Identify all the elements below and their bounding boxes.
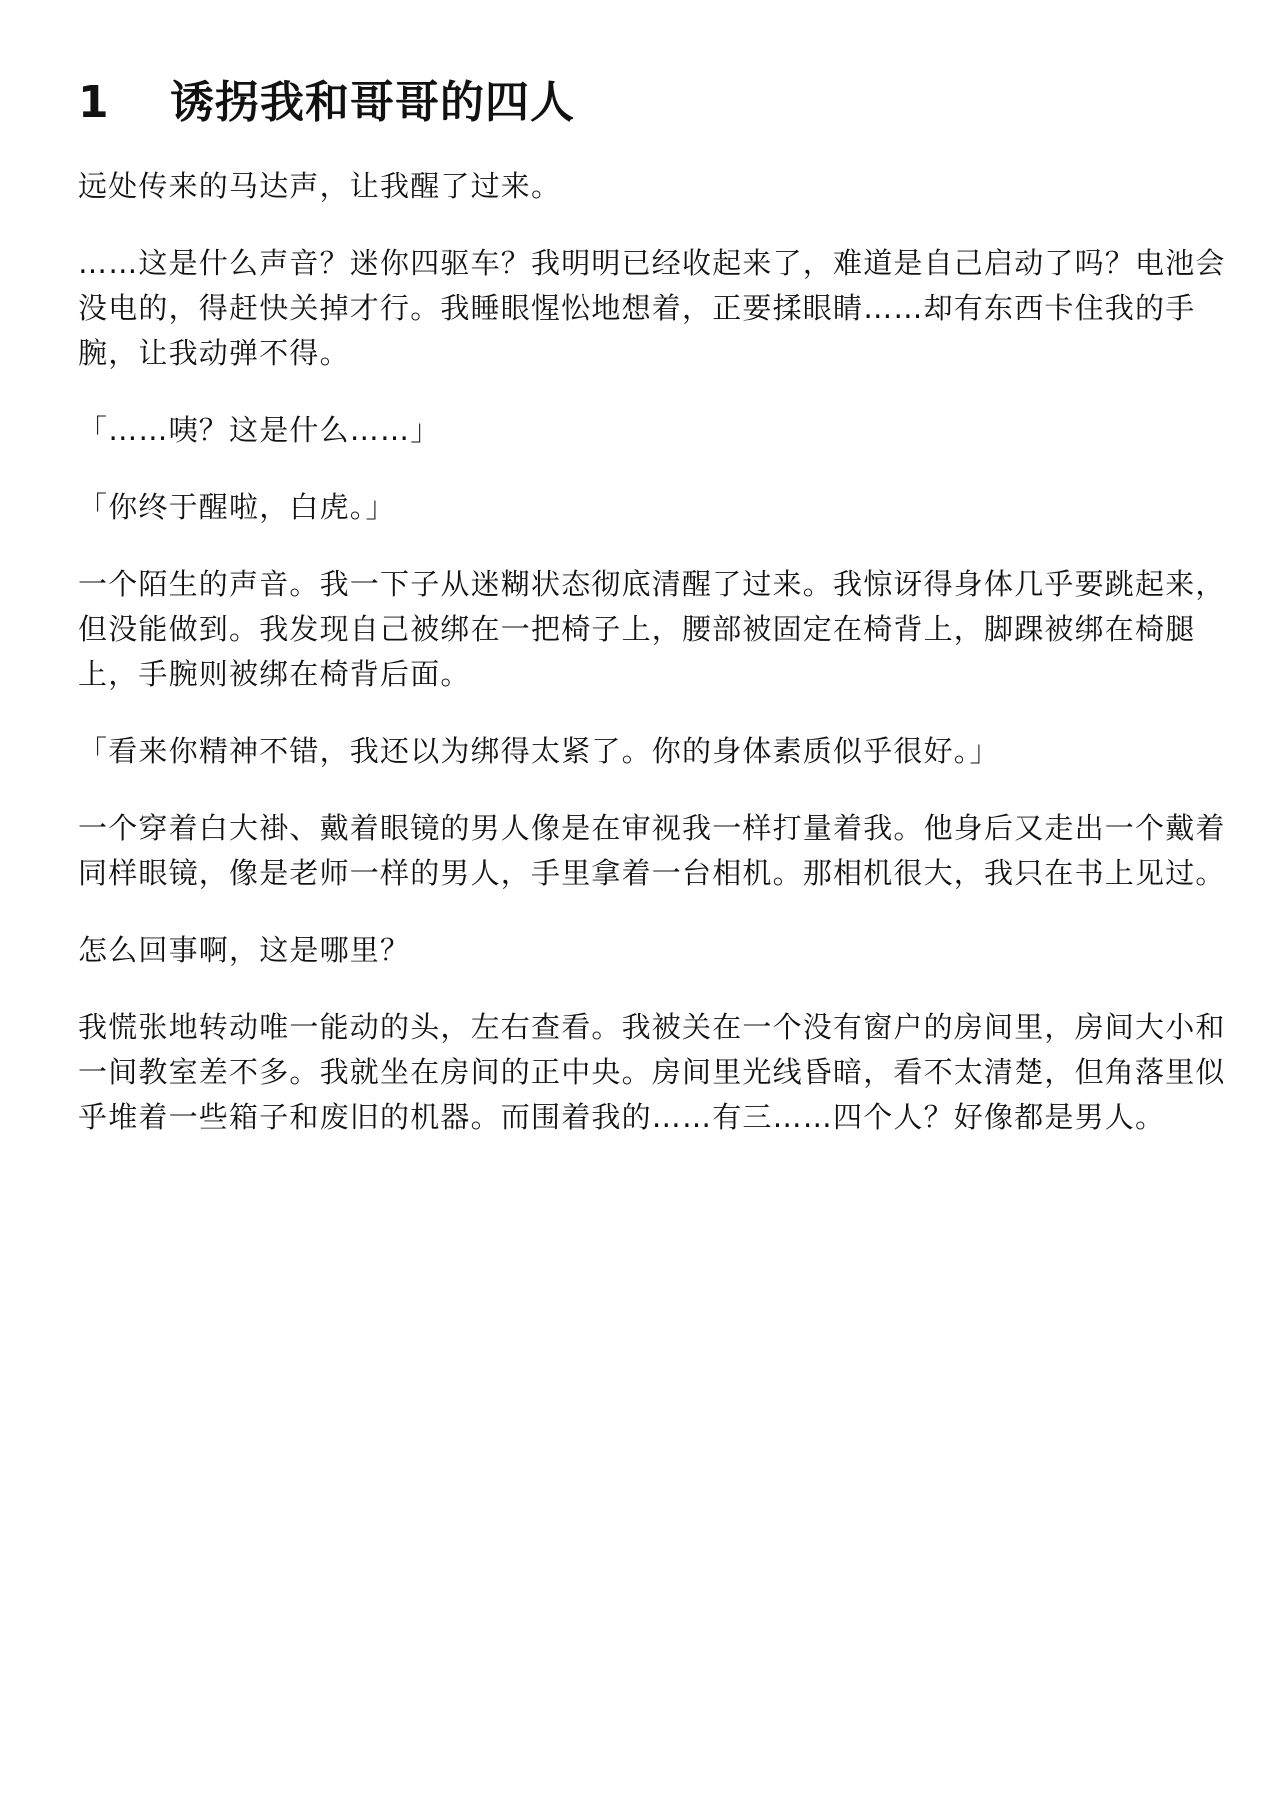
paragraph: 远处传来的马达声，让我醒了过来。 [78,169,562,203]
dialogue-paragraph: 「看来你精神不错，我还以为绑得太紧了。你的身体素质似乎很好。」 [78,734,1000,768]
chapter-heading [78,76,1228,130]
paragraph: 我慌张地转动唯一能动的头，左右查看。我被关在一个没有窗户的房间里，房间大小和一间教室差不多。我就坐在房间的正中央。房间里光线昏暗，看不太清楚，但角落里似乎堆着一些箱子和废旧的机器。而围着我的……有三……四个人？好像都是男人。 [78,1010,1226,1134]
paragraph: 一个穿着白大褂、戴着眼镜的男人像是在审视我一样打量着我。他身后又走出一个戴着同样眼镜，像是老师一样的男人，手里拿着一台相机。那相机很大，我只在书上见过。 [78,811,1226,890]
paragraph: 一个陌生的声音。我一下子从迷糊状态彻底清醒了过来。我惊讶得身体几乎要跳起来，但没能做到。我发现自己被绑在一把椅子上，腰部被固定在椅背上，脚踝被绑在椅腿上，手腕则被绑在椅背后面。 [78,567,1226,691]
chapter-title: 诱拐我和哥哥的四人 [170,77,575,128]
paragraph: ……这是什么声音？迷你四驱车？我明明已经收起来了，难道是自己启动了吗？电池会没电的，得赶快关掉才行。我睡眼惺忪地想着，正要揉眼睛……却有东西卡住我的手腕，让我动弹不得。 [78,246,1226,370]
chapter-number: 1 [78,77,110,128]
document-page [78,76,1228,1172]
paragraph: 怎么回事啊，这是哪里？ [78,933,411,967]
dialogue-paragraph: 「……咦？这是什么……」 [78,413,441,447]
dialogue-paragraph: 「你终于醒啦，白虎。」 [78,490,396,524]
